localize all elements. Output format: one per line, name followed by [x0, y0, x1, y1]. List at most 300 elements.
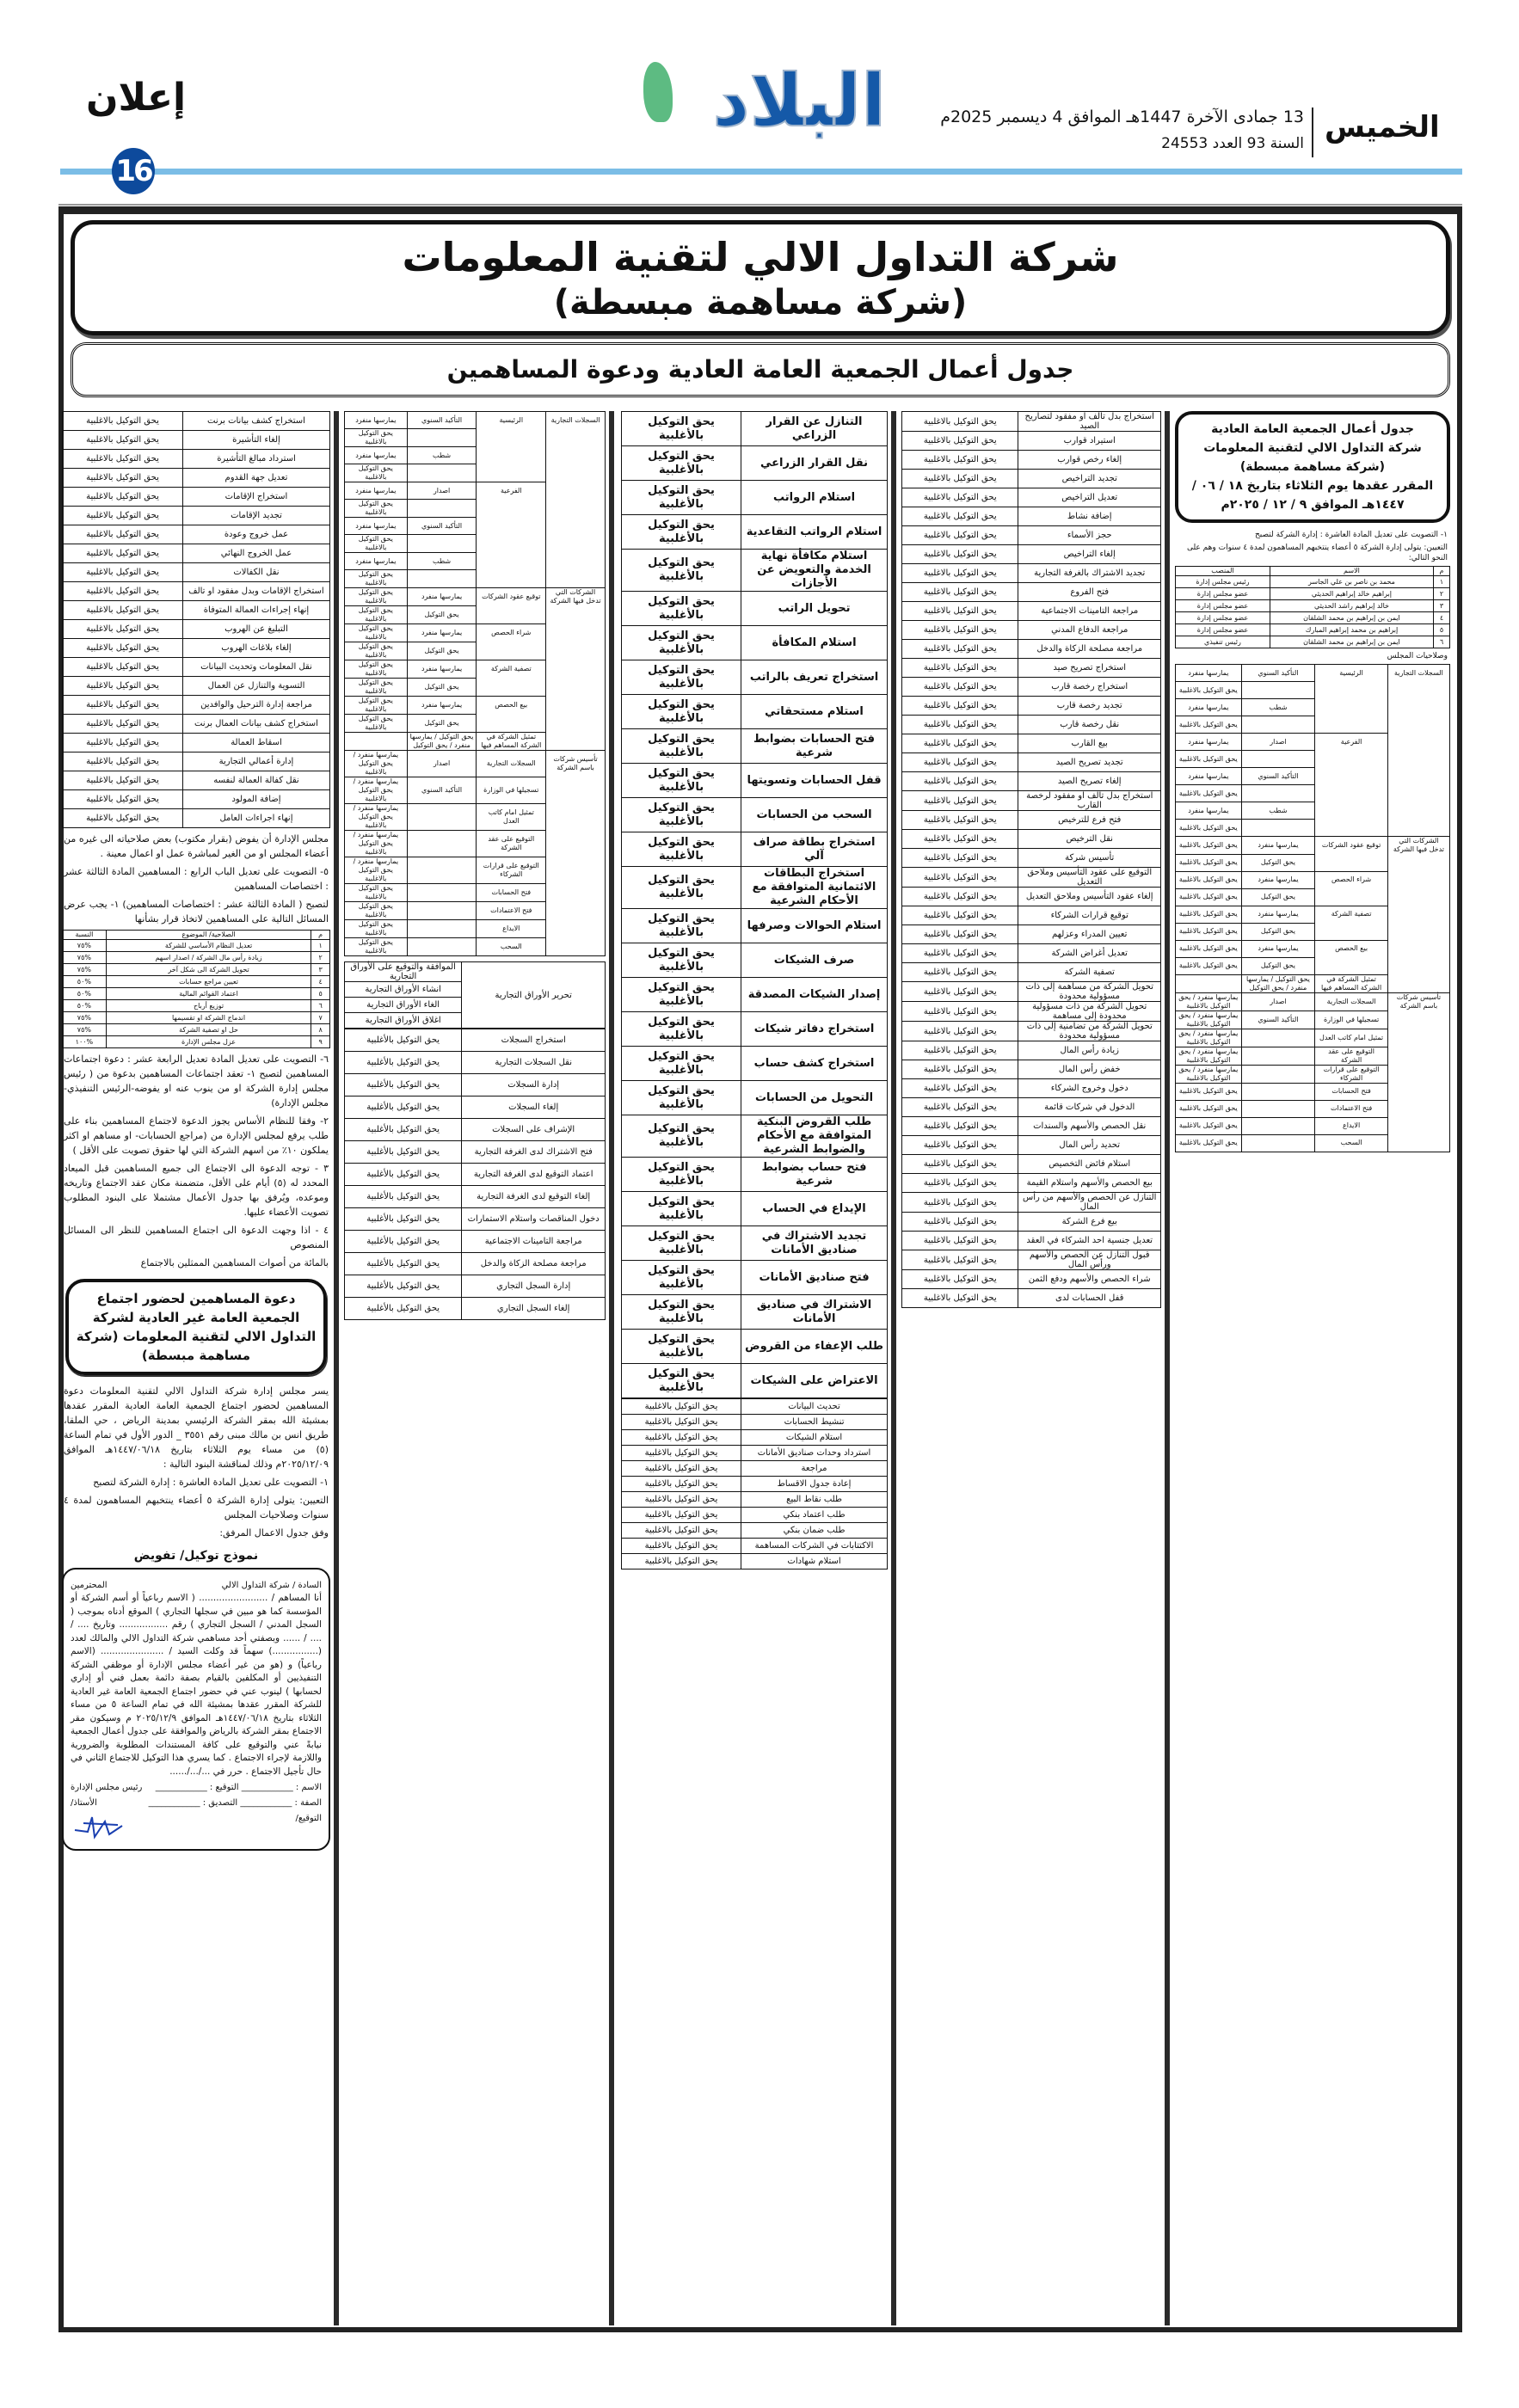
- power-right-cell: يمارسها منفرد: [1176, 768, 1242, 785]
- permission-cell: يحق التوكيل بالاغلبية: [63, 715, 183, 734]
- action-cell: السحب من الحسابات: [741, 798, 888, 832]
- power-group-cell: [546, 570, 606, 588]
- power-sub-cell: بيع الحصص: [1315, 940, 1388, 957]
- signature-icon: [71, 1813, 131, 1842]
- table-cell: %٥٠: [63, 976, 107, 988]
- table-cell: محمد بن ناصر بن علي الجاسر: [1270, 576, 1433, 588]
- power-sub-cell: السجلات التجارية: [477, 751, 546, 777]
- power-item-cell: [1241, 1065, 1315, 1083]
- table-row: [63, 431, 330, 450]
- action-cell: عمل الخروج النهائي: [182, 544, 329, 563]
- power-item-cell: شطب: [407, 553, 477, 570]
- table-cell: عضو مجلس إدارة: [1176, 624, 1270, 636]
- power-item-cell: يحق التوكيل: [1241, 888, 1315, 906]
- power-item-cell: يحق التوكيل: [1241, 854, 1315, 871]
- article-text: ٢- وفقا للنظام الأساس يجوز الدعوة لاجتماع المساهمين بناء على طلب يرفع لمجلس الإدارة من (مراجع الحسابات- او مساهم او اكثر يملكون ١٠٪ من اسهم الشركة التي لها حقوق تصويت على الأقل ): [64, 1115, 329, 1156]
- table-row: [902, 1174, 1161, 1193]
- power-sub-cell: تمثيل امام كاتب العدل: [1315, 1029, 1388, 1047]
- power-right-cell: يحق التوكيل بالاغلبية: [345, 679, 408, 697]
- power-sub-cell: تمثيل الشركة في الشركة المساهم فيها: [1315, 974, 1388, 992]
- power-sub-cell: توقيع عقود الشركات: [477, 588, 546, 606]
- power-item-cell: [407, 500, 477, 518]
- action-cell: تحديد رأس المال: [1018, 1136, 1161, 1155]
- table-row: [345, 1119, 606, 1141]
- permission-cell: يحق التوكيل بالاغلبية: [63, 544, 183, 563]
- action-cell: تحويل الراتب: [741, 592, 888, 626]
- action-cell: تعديل جنسية احد الشركاء في العقد: [1018, 1232, 1161, 1250]
- table-row: [902, 1022, 1161, 1041]
- article-text: لتصبح ( المادة الثالثة عشر : اختصاصات المساهمين) ١- يجب عرض المسائل التالية على المساهمين لاتخاذ قرار بشأنها: [64, 899, 329, 924]
- power-group-cell: [1387, 871, 1449, 888]
- power-item-cell: التأكيد السنوي: [407, 518, 477, 535]
- power-row: [345, 606, 606, 624]
- table-row: [622, 412, 888, 446]
- permission-cell: يحق التوكيل بالاغلبية: [622, 1477, 741, 1492]
- permission-cell: يحق التوكيل بالاغلبية: [902, 1270, 1018, 1289]
- power-right-cell: يمارسها منفرد: [345, 518, 408, 535]
- power-group-cell: [1387, 1029, 1449, 1047]
- table-row: [902, 412, 1161, 432]
- permission-cell: يحق التوكيل بالاغلبية: [902, 963, 1018, 982]
- table-row: [902, 982, 1161, 1002]
- action-cell: استيراد قوارب: [1018, 432, 1161, 451]
- power-group-cell: تأسيس شركات باسم الشركة: [546, 751, 606, 777]
- power-item-cell: يحق التوكيل: [407, 715, 477, 733]
- permission-cell: يحق التوكيل بالأغلبية: [345, 1253, 462, 1275]
- table-row: [902, 602, 1161, 621]
- action-cell: فتح فرع للترخيص: [1018, 811, 1161, 830]
- power-sub-cell: السحب: [1315, 1134, 1388, 1152]
- table-row: [902, 659, 1161, 678]
- agenda-item: التعيين: يتولى إدارة الشركة ٥ أعضاء ينتخبهم المساهمون لمدة ٤ سنوات وهم على النحو التالي:: [1186, 544, 1448, 562]
- permission-cell: يحق التوكيل بالأغلبية: [345, 1096, 462, 1119]
- column-powers-3: [621, 411, 888, 2325]
- permission-cell: يحق التوكيل بالاغلبية: [63, 469, 183, 488]
- column-divider: [609, 411, 614, 2325]
- action-cell: إدارة السجل التجاري: [462, 1275, 606, 1298]
- table-row: [622, 1430, 888, 1446]
- voting-row: [63, 988, 330, 1000]
- table-cell: ٣: [311, 964, 330, 976]
- power-group-cell: السجلات التجارية: [1387, 665, 1449, 682]
- power-sub-cell: تصفية الشركة: [477, 660, 546, 679]
- power-sub-cell: [477, 570, 546, 588]
- table-row: [902, 888, 1161, 906]
- permission-cell: يحق التوكيل بالاغلبية: [902, 1117, 1018, 1136]
- power-sub-cell: تصفية الشركة: [1315, 906, 1388, 923]
- table-row: [902, 640, 1161, 659]
- table-row: [345, 1298, 606, 1320]
- permission-cell: يحق التوكيل بالأغلبية: [622, 695, 741, 729]
- agenda-item: ١- التصويت على تعديل المادة العاشرة : إدارة الشركة لتصبح: [1254, 531, 1448, 539]
- power-group-cell: [546, 902, 606, 920]
- power-sub-cell: فتح الحسابات: [477, 884, 546, 902]
- table-row: [63, 469, 330, 488]
- action-cell: إضافة نشاط: [1018, 507, 1161, 526]
- table-row: [902, 507, 1161, 526]
- table-cell: ١: [311, 940, 330, 952]
- power-row: [345, 715, 606, 733]
- power-row: [345, 464, 606, 482]
- permission-cell: يحق التوكيل بالاغلبية: [622, 1492, 741, 1508]
- power-right-cell: يحق التوكيل بالاغلبية: [345, 902, 408, 920]
- power-row: [1176, 768, 1450, 785]
- power-group-cell: تأسيس شركات باسم الشركة: [1387, 992, 1449, 1010]
- power-right-cell: يمارسها منفرد: [1176, 665, 1242, 682]
- power-group-cell: [1387, 751, 1449, 768]
- power-row: [1176, 940, 1450, 957]
- article-text: بالمائة من أصوات المساهمين الممثلين بالاجتماع: [140, 1257, 329, 1268]
- action-cell: عمل خروج وعودة: [182, 525, 329, 544]
- action-cell: استلام الشيكات: [741, 1430, 888, 1446]
- power-item-cell: يمارسها منفرد: [1241, 837, 1315, 855]
- voting-row: [63, 940, 330, 952]
- table-cell: ٦: [311, 1000, 330, 1012]
- powers-table: [621, 411, 888, 1398]
- table-cell: إبراهيم بن محمد إبراهيم المبارك: [1270, 624, 1433, 636]
- powers-table: [621, 1398, 888, 1570]
- power-row: [1176, 802, 1450, 820]
- power-item-cell: [1241, 751, 1315, 768]
- table-row: [345, 1074, 606, 1096]
- permission-cell: يحق التوكيل بالأغلبية: [622, 1226, 741, 1261]
- power-row: [345, 535, 606, 553]
- action-cell: نقل السجلات التجارية: [462, 1052, 606, 1074]
- power-group-cell: [1387, 940, 1449, 957]
- table-header: [63, 931, 330, 940]
- power-group-cell: [546, 553, 606, 570]
- power-right-cell: يحق التوكيل بالاغلبية: [345, 588, 408, 606]
- power-item-cell: [407, 857, 477, 884]
- power-sub-cell: [477, 606, 546, 624]
- table-cell: ٤: [1434, 612, 1450, 624]
- action-cell: تحويل الشركة من مساهمة إلى ذات مسؤولية محدودة: [1018, 982, 1161, 1002]
- permission-cell: يحق التوكيل بالاغلبية: [63, 412, 183, 431]
- table-row: [63, 790, 330, 809]
- power-row: [1176, 785, 1450, 802]
- action-cell: توقيع قرارات الشركاء: [1018, 906, 1161, 925]
- action-cell: بيع القارب: [1018, 734, 1161, 753]
- permission-cell: يحق التوكيل بالأغلبية: [622, 1115, 741, 1158]
- power-item-cell: يمارسها منفرد: [1241, 940, 1315, 957]
- power-sub-cell: [1315, 768, 1388, 785]
- power-group-cell: [546, 624, 606, 642]
- permission-cell: يحق التوكيل بالأغلبية: [345, 1231, 462, 1253]
- power-right-cell: يحق التوكيل بالاغلبية: [345, 570, 408, 588]
- action-cell: مراجعة التامينات الاجتماعية: [462, 1231, 606, 1253]
- power-group-cell: [1387, 923, 1449, 940]
- power-right-cell: يحق التوكيل بالاغلبية: [1176, 820, 1242, 837]
- power-right-cell: يمارسها منفرد: [345, 553, 408, 570]
- permission-cell: يحق التوكيل بالاغلبية: [63, 677, 183, 696]
- action-cell: إدارة أعمالي التجارية: [182, 752, 329, 771]
- table-cell: %٥٠: [63, 988, 107, 1000]
- action-cell: فتح الفروع: [1018, 583, 1161, 602]
- power-right-cell: يمارسها منفرد: [1176, 802, 1242, 820]
- power-sub-cell: التوقيع على عقد الشركة: [477, 831, 546, 857]
- table-cell: %٥٠: [63, 1000, 107, 1012]
- permission-cell: يحق التوكيل بالأغلبية: [345, 1164, 462, 1186]
- action-cell: مراجعة: [741, 1461, 888, 1477]
- table-row: [902, 1232, 1161, 1250]
- table-row: [902, 1270, 1161, 1289]
- power-row: [1176, 820, 1450, 837]
- power-group-cell: [1387, 699, 1449, 716]
- action-cell: التحويل من الحسابات: [741, 1081, 888, 1115]
- table-cell: ٩: [311, 1036, 330, 1048]
- table-row: [622, 1539, 888, 1554]
- table-row: [622, 550, 888, 592]
- paper-item-cell: انشاء الأوراق التجارية: [345, 982, 462, 998]
- power-group-cell: [546, 447, 606, 464]
- power-group-cell: [546, 679, 606, 697]
- power-sub-cell: [477, 500, 546, 518]
- action-cell: قفل الحسابات لدى: [1018, 1289, 1161, 1308]
- power-right-cell: يحق التوكيل بالاغلبية: [1176, 906, 1242, 923]
- power-sub-cell: [477, 642, 546, 660]
- power-right-cell: يحق التوكيل بالاغلبية: [1176, 1100, 1242, 1117]
- power-item-cell: يمارسها منفرد: [407, 588, 477, 606]
- action-cell: استلام مستحقاتي: [741, 695, 888, 729]
- table-cell: رئيس مجلس إدارة: [1176, 576, 1270, 588]
- power-sub-cell: [1315, 716, 1388, 734]
- power-row: [1176, 837, 1450, 855]
- table-row: [63, 809, 330, 828]
- permission-cell: يحق التوكيل بالأغلبية: [622, 798, 741, 832]
- voting-row: [63, 952, 330, 964]
- table-row: [902, 772, 1161, 791]
- power-item-cell: [407, 429, 477, 447]
- permission-cell: يحق التوكيل بالأغلبية: [345, 1029, 462, 1052]
- power-row: [345, 679, 606, 697]
- table-row: [902, 1079, 1161, 1098]
- form-chair: رئيس مجلس الإدارة: [71, 1783, 143, 1792]
- power-item-cell: يمارسها منفرد: [407, 697, 477, 715]
- permission-cell: يحق التوكيل بالاغلبية: [622, 1415, 741, 1430]
- table-row: [345, 1231, 606, 1253]
- action-cell: نقل كفالة العمالة لنفسه: [182, 771, 329, 790]
- powers-table: [62, 411, 330, 828]
- power-row: [1176, 682, 1450, 699]
- table-cell: زيادة رأس مال الشركة / اصدار اسهم: [106, 952, 311, 964]
- power-row: [345, 482, 606, 500]
- power-group-cell: [546, 464, 606, 482]
- power-right-cell: يحق التوكيل بالاغلبية: [1176, 1117, 1242, 1134]
- table-cell: ٨: [311, 1024, 330, 1036]
- paper-item-cell: الموافقة والتوقيع على الأوراق التجارية: [345, 962, 462, 982]
- table-row: [622, 1115, 888, 1158]
- permission-cell: يحق التوكيل بالأغلبية: [345, 1208, 462, 1231]
- permission-cell: يحق التوكيل بالاغلبية: [63, 582, 183, 601]
- power-sub-cell: فتح الاعتمادات: [1315, 1100, 1388, 1117]
- power-item-cell: يحق التوكيل / يمارسها منفرد / يحق التوكيل: [1241, 974, 1315, 992]
- power-item-cell: التأكيد السنوي: [407, 777, 477, 804]
- permission-cell: يحق التوكيل بالأغلبية: [622, 978, 741, 1012]
- permission-cell: يحق التوكيل بالاغلبية: [622, 1461, 741, 1477]
- power-item-cell: يحق التوكيل: [407, 642, 477, 660]
- power-right-cell: يحق التوكيل بالاغلبية: [1176, 957, 1242, 974]
- power-item-cell: [1241, 1029, 1315, 1047]
- permission-cell: يحق التوكيل بالاغلبية: [902, 412, 1018, 432]
- table-row: [902, 925, 1161, 944]
- permission-cell: يحق التوكيل بالاغلبية: [902, 1098, 1018, 1117]
- powers-table: [1175, 664, 1450, 1152]
- power-sub-cell: [1315, 802, 1388, 820]
- table-row: [622, 764, 888, 798]
- power-item-cell: [407, 570, 477, 588]
- paper-item-cell: الغاء الأوراق التجارية: [345, 998, 462, 1013]
- permission-cell: يحق التوكيل بالاغلبية: [63, 809, 183, 828]
- column-header: النسبة: [63, 931, 107, 940]
- table-row: [345, 1164, 606, 1186]
- table-row: [63, 771, 330, 790]
- action-cell: اعتماد التوقيع لدى الغرفة التجارية: [462, 1164, 606, 1186]
- table-row: [63, 620, 330, 639]
- section-label: إعلان: [86, 76, 187, 120]
- power-item-cell: [407, 831, 477, 857]
- power-sub-cell: [477, 535, 546, 553]
- action-cell: استخراج كشف بيانات برنت: [182, 412, 329, 431]
- issue-date: 13 جمادى الآخرة 1447هـ الموافق 4 ديسمبر 2025م: [940, 108, 1304, 126]
- action-cell: نقل الكفالات: [182, 563, 329, 582]
- power-row: [1176, 1117, 1450, 1134]
- article-text: مجلس الإدارة أن يفوض (بقرار مكتوب) بعض صلاحياته الى غيره من أعضاء المجلس او من الغير لمباشرة عمل او اعمال معينة .: [64, 833, 329, 859]
- power-item-cell: [1241, 1134, 1315, 1152]
- permission-cell: يحق التوكيل بالاغلبية: [902, 753, 1018, 772]
- power-group-cell: [546, 518, 606, 535]
- table-row: [63, 601, 330, 620]
- table-cell: تحويل الشركة الى شكل آخر: [106, 964, 311, 976]
- permission-cell: يحق التوكيل بالاغلبية: [902, 1022, 1018, 1041]
- power-right-cell: يحق التوكيل بالاغلبية: [345, 938, 408, 956]
- permission-cell: يحق التوكيل بالاغلبية: [902, 830, 1018, 849]
- table-row: [345, 1052, 606, 1074]
- table-row: [902, 1041, 1161, 1060]
- action-cell: التسوية والتنازل عن العمال: [182, 677, 329, 696]
- action-cell: نقل المعلومات وتحديث البيانات: [182, 658, 329, 677]
- logo-text: البلاد: [712, 58, 886, 143]
- power-item-cell: التأكيد السنوي: [1241, 665, 1315, 682]
- table-row: [345, 1208, 606, 1231]
- power-group-cell: [1387, 1083, 1449, 1100]
- power-sub-cell: [1315, 957, 1388, 974]
- power-sub-cell: فتح الحسابات: [1315, 1083, 1388, 1100]
- table-row: [622, 1364, 888, 1398]
- action-cell: نقل القرار الزراعي: [741, 446, 888, 481]
- table-row: [902, 906, 1161, 925]
- action-cell: فتح صناديق الأمانات: [741, 1261, 888, 1295]
- power-row: [345, 777, 606, 804]
- permission-cell: يحق التوكيل بالاغلبية: [902, 1232, 1018, 1250]
- power-row: [1176, 1010, 1450, 1029]
- power-item-cell: يمارسها منفرد: [407, 660, 477, 679]
- table-row: [622, 1226, 888, 1261]
- table-row: [902, 470, 1161, 488]
- permission-cell: يحق التوكيل بالاغلبية: [63, 525, 183, 544]
- permission-cell: يحق التوكيل بالأغلبية: [345, 1119, 462, 1141]
- power-group-cell: [546, 733, 606, 751]
- voting-percentages-table: [62, 930, 330, 1048]
- table-row: [902, 753, 1161, 772]
- table-row: [902, 1060, 1161, 1079]
- newspaper-logo: [637, 53, 886, 157]
- power-row: [345, 553, 606, 570]
- power-item-cell: اصدار: [1241, 734, 1315, 751]
- power-right-cell: يحق التوكيل بالاغلبية: [345, 920, 408, 938]
- power-right-cell: [1176, 974, 1242, 992]
- power-sub-cell: تسجيلها في الوزارة: [477, 777, 546, 804]
- power-item-cell: [407, 902, 477, 920]
- power-right-cell: يمارسها منفرد: [345, 482, 408, 500]
- power-right-cell: يمارسها منفرد / يحق التوكيل بالاغلبية: [1176, 1065, 1242, 1083]
- power-item-cell: يمارسها منفرد: [1241, 871, 1315, 888]
- table-row: [622, 867, 888, 909]
- table-row: [345, 1029, 606, 1052]
- power-row: [345, 624, 606, 642]
- permission-cell: يحق التوكيل بالاغلبية: [902, 1250, 1018, 1270]
- action-cell: تصفية الشركة: [1018, 963, 1161, 982]
- table-row: [902, 1155, 1161, 1174]
- action-cell: اسقاط العمالة: [182, 734, 329, 752]
- permission-cell: يحق التوكيل بالاغلبية: [63, 507, 183, 525]
- table-row: [622, 626, 888, 660]
- power-item-cell: [1241, 1047, 1315, 1065]
- power-sub-cell: التوقيع على قرارات الشركاء: [477, 857, 546, 884]
- table-cell: عضو مجلس إدارة: [1176, 600, 1270, 612]
- permission-cell: يحق التوكيل بالأغلبية: [622, 909, 741, 943]
- permission-cell: يحق التوكيل بالاغلبية: [902, 1193, 1018, 1213]
- power-row: [345, 902, 606, 920]
- permission-cell: يحق التوكيل بالأغلبية: [345, 1298, 462, 1320]
- table-row: [63, 582, 330, 601]
- action-cell: بيع الحصص والأسهم واستلام القيمة: [1018, 1174, 1161, 1193]
- power-sub-cell: تمثيل امام كاتب العدل: [477, 804, 546, 831]
- action-cell: فتح الحسابات بضوابط شرعية: [741, 729, 888, 764]
- action-cell: طلب الإعفاء من القروض: [741, 1330, 888, 1364]
- power-group-cell: [546, 535, 606, 553]
- power-sub-cell: السجلات التجارية: [1315, 992, 1388, 1010]
- column-header: الصلاحية/ الموضوع: [106, 931, 311, 940]
- power-group-cell: [546, 642, 606, 660]
- permission-cell: يحق التوكيل بالاغلبية: [902, 621, 1018, 640]
- permission-cell: يحق التوكيل بالاغلبية: [63, 696, 183, 715]
- power-row: [345, 733, 606, 751]
- action-cell: إلغاء بلاغات الهروب: [182, 639, 329, 658]
- table-row: [622, 1330, 888, 1364]
- action-cell: استخراج رخصة قارب: [1018, 678, 1161, 697]
- invitation-title: دعوة المساهمين لحضور اجتماع الجمعية العامة غير العادية لشركة التداول الالي لتقنية المعلومات (شركة مساهمة مبسطة): [65, 1279, 327, 1375]
- form-sign: التوقيع/: [295, 1814, 322, 1823]
- table-cell: اندماج الشركة او تقسيمها: [106, 1012, 311, 1024]
- power-right-cell: يحق التوكيل بالاغلبية: [1176, 888, 1242, 906]
- table-row: [622, 978, 888, 1012]
- action-cell: حجز الأسماء: [1018, 526, 1161, 545]
- action-cell: مراجعة مصلحة الزكاة والدخل: [1018, 640, 1161, 659]
- power-right-cell: يحق التوكيل بالاغلبية: [345, 464, 408, 482]
- power-row: [345, 429, 606, 447]
- table-row: [902, 621, 1161, 640]
- permission-cell: يحق التوكيل بالاغلبية: [902, 526, 1018, 545]
- power-right-cell: يمارسها منفرد / يحق التوكيل بالاغلبية: [345, 857, 408, 884]
- permission-cell: يحق التوكيل بالاغلبية: [902, 1136, 1018, 1155]
- power-group-cell: السجلات التجارية: [546, 412, 606, 429]
- permission-cell: يحق التوكيل بالأغلبية: [622, 446, 741, 481]
- power-group-cell: [546, 660, 606, 679]
- table-row: [63, 715, 330, 734]
- table-row: [622, 909, 888, 943]
- power-sub-cell: تسجيلها في الوزارة: [1315, 1010, 1388, 1029]
- power-item-cell: يحق التوكيل: [1241, 923, 1315, 940]
